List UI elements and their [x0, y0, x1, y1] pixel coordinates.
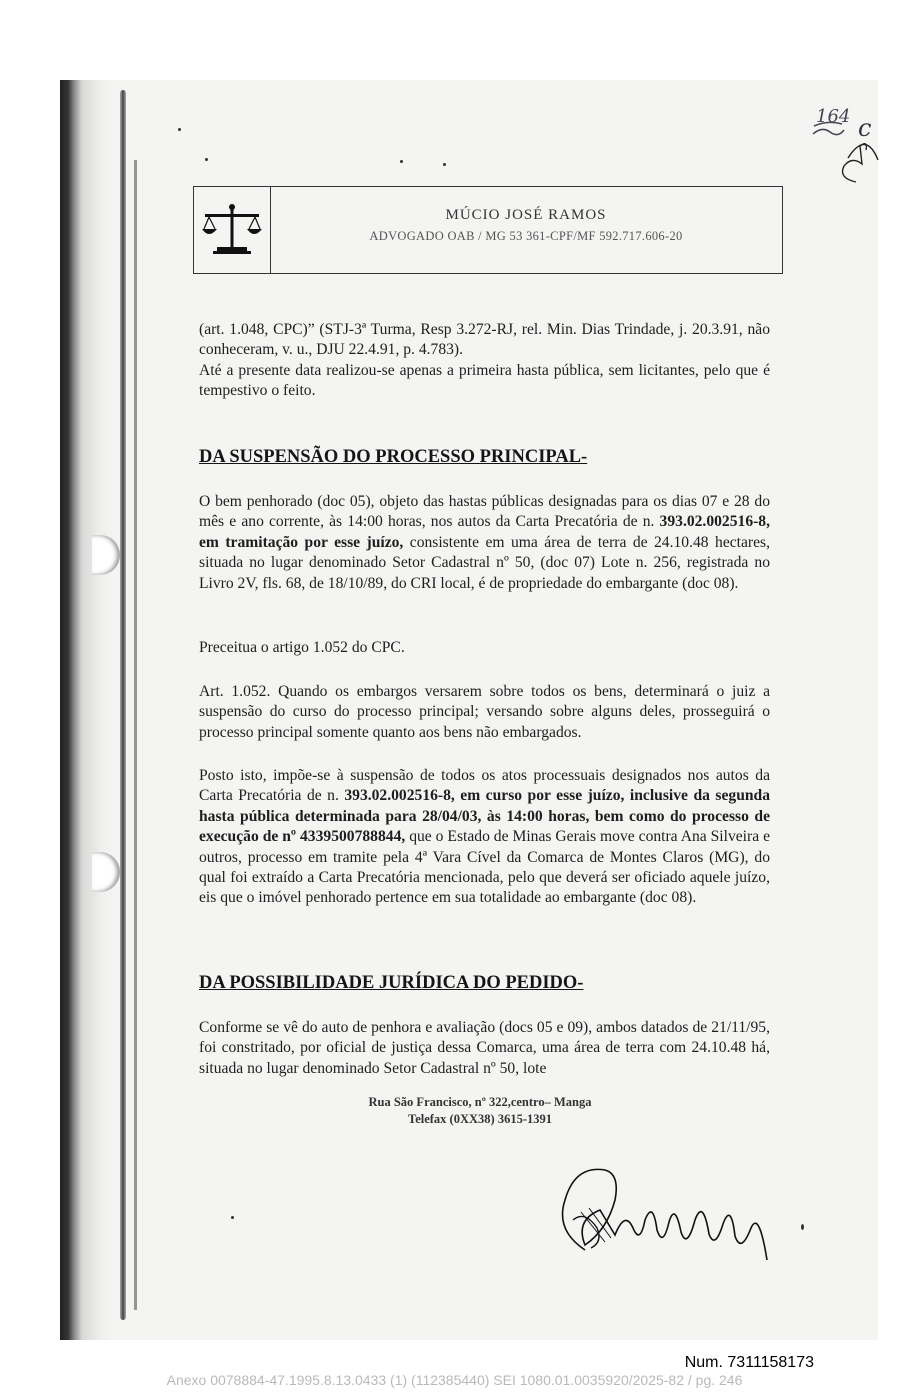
- handwritten-page-mark: [808, 100, 898, 194]
- section-paragraph: [199, 1018, 770, 1079]
- quoted-article: [199, 682, 770, 743]
- binder-fold-line-secondary: [134, 160, 137, 1310]
- paragraph-text: O bem penhorado (doc 05), objeto das hastas públicas designadas para os dias 07 e 28 do mês e ano corrente, às 14:00 horas, nos autos da Carta Precatória de n.: [199, 493, 770, 531]
- paragraph-text: Conforme se vê do auto de penhora e avaliação (docs 05 e 09), ambos datados de 21/11/95, foi constritado, por oficial de justiça dessa Comarca, uma área de terra com 24.10.48 há, situada no lugar denominado Setor Cadastral nº 50, lote: [199, 1019, 770, 1077]
- handwritten-signature: [545, 1150, 785, 1270]
- paragraph-text: Art. 1.052. Quando os embargos versarem sobre todos os bens, determinará o juiz a suspensão do curso do processo principal; versando sobre alguns deles, prosseguirá o processo principal somente quanto aos bens não embargados.: [199, 683, 770, 741]
- section-paragraph: [199, 492, 770, 594]
- paragraph-emphasis: 393.02.002516-8, em curso por esse juízo, inclusive da segunda hasta pública determinada para 28/04/03, às 14:00 horas, bem como do processo de execução de nº 4339500788844,: [199, 787, 771, 846]
- intro-paragraph: (art. 1.048, CPC)” (STJ-3ª Turma, Resp 3.272-RJ, rel. Min. Dias Trindade, j. 20.3.91, não conheceram, v. u., DJU 22.4.91, p. 4.783).: [199, 321, 770, 359]
- scan-speck: [400, 160, 403, 163]
- svg-text:164: 164: [816, 106, 851, 127]
- paragraph-text: consistente em uma área de terra de 24.10.48 hectares, situada no lugar denominado Setor Cadastral nº 50, (doc 07) Lote n. 256, registrada no Livro 2V, fls. 68, de 18/10/89, do CRI local, é de propriedade do embargante (doc 08).: [199, 533, 770, 592]
- scan-speck: [205, 158, 208, 161]
- section-heading: DA POSSIBILIDADE JURÍDICA DO PEDIDO-: [199, 973, 584, 993]
- paragraph-text: Preceitua o artigo 1.052 do CPC.: [199, 639, 405, 656]
- intro-block: [199, 320, 770, 402]
- binder-fold-line: [120, 90, 126, 1320]
- paragraph-text: Posto isto, impõe-se à suspensão de todos os atos processuais designados nos autos da Carta Precatória de n.: [199, 767, 770, 805]
- letterhead-footer: [200, 1094, 760, 1128]
- paragraph-emphasis: 393.02.002516-8, em tramitação por esse juízo,: [199, 513, 770, 551]
- scan-speck: [801, 1224, 804, 1230]
- lawyer-registration: ADVOGADO OAB / MG 53 361-CPF/MF 592.717.606-20: [369, 229, 683, 243]
- section-paragraph: [199, 766, 770, 909]
- paragraph-text: que o Estado de Minas Gerais move contra Ana Silveira e outros, processo em tramite pela 4ª Vara Cível da Comarca de Montes Claros (MG), do qual foi extraído a Carta Precatória mencionada, pelo que deverá ser oficiado aquele juízo, eis que o imóvel penhorado pertence em sua totalidade ao embargante (doc 08).: [199, 828, 770, 907]
- section-heading: DA SUSPENSÃO DO PROCESSO PRINCIPAL-: [199, 447, 588, 467]
- office-address: Rua São Francisco, nº 322,centro– Manga: [368, 1095, 592, 1109]
- scan-speck: [231, 1216, 234, 1219]
- document-number: Num. 7311158173: [684, 1354, 814, 1371]
- scan-speck: [443, 163, 446, 166]
- handwritten-page-number-icon: [808, 100, 898, 190]
- intro-paragraph: Até a presente data realizou-se apenas a primeira hasta pública, sem licitantes, pelo que é tempestivo o feito.: [199, 361, 770, 400]
- office-phone: Telefax (0XX38) 3615-1391: [408, 1112, 552, 1126]
- letterhead-logo: [194, 187, 271, 273]
- document-reference: Anexo 0078884-47.1995.8.13.0433 (1) (112385440) SEI 1080.01.0035920/2025-82 / pg. 246: [166, 1372, 743, 1388]
- scan-speck: [178, 128, 181, 131]
- lawyer-name: MÚCIO JOSÉ RAMOS: [445, 207, 607, 223]
- binder-shadow: [60, 80, 114, 1340]
- scales-of-justice-icon: [201, 201, 263, 259]
- section-paragraph: [199, 638, 770, 658]
- letterhead: [193, 186, 783, 274]
- svg-text:c: c: [858, 114, 872, 142]
